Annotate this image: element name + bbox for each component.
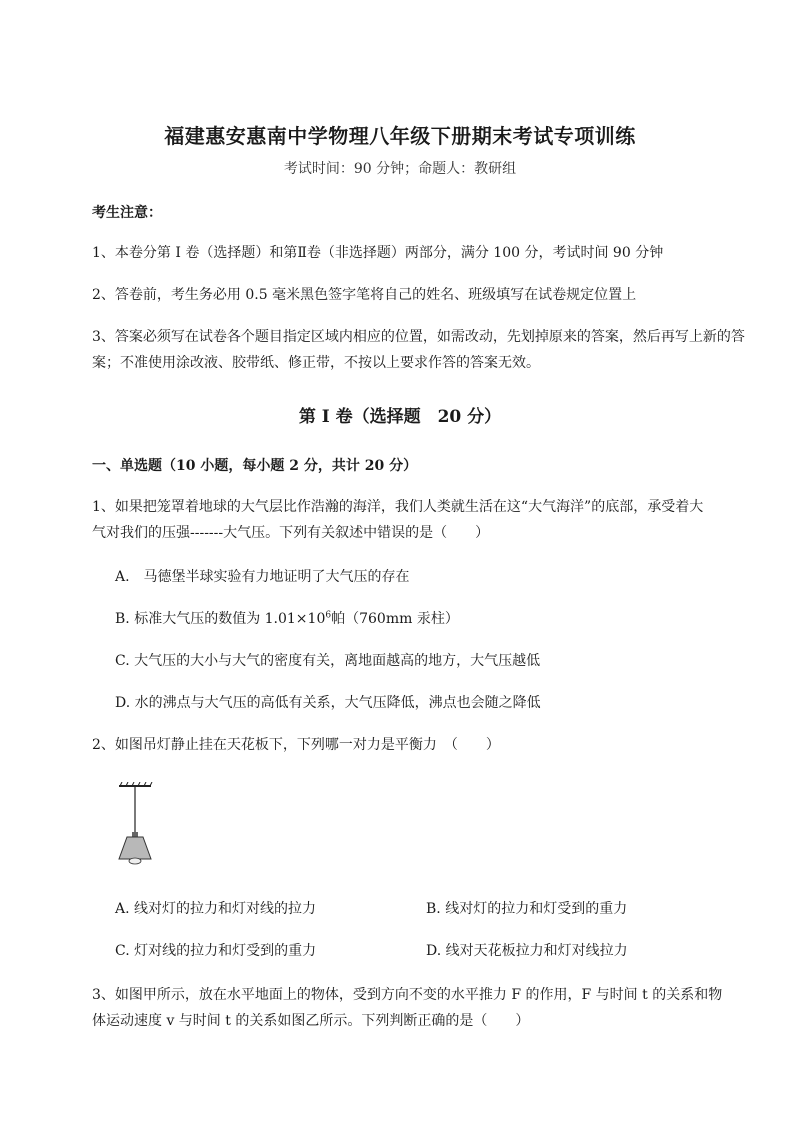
question-2-option-c: C. 灯对线的拉力和灯受到的重力 (115, 943, 317, 959)
question-1-line-2: 气对我们的压强-------大气压。下列有关叙述中错误的是（ ） (92, 525, 490, 541)
question-1-option-b (115, 608, 459, 628)
notice-heading: 考生注意： (92, 205, 162, 221)
question-1-line-1: 1、如果把笼罩着地球的大气层比作浩瀚的海洋，我们人类就生活在这“大气海洋”的底部，承受着大 (92, 499, 704, 515)
page-title: 福建惠安惠南中学物理八年级下册期末考试专项训练 (164, 124, 636, 148)
question-2-option-b: B. 线对灯的拉力和灯受到的重力 (426, 901, 628, 917)
exam-info: 考试时间：90 分钟；命题人：教研组 (283, 161, 517, 177)
option-b-unit: 帕（760mm 汞柱） (331, 611, 459, 627)
bulb-icon (129, 858, 141, 864)
question-2-option-a: A. 线对灯的拉力和灯对线的拉力 (115, 901, 317, 917)
notice-item-2: 2、答卷前，考生务必用 0.5 毫米黑色签字笔将自己的姓名、班级填写在试卷规定位置上 (92, 287, 637, 303)
question-3-line-2: 体运动速度 v 与时间 t 的关系如图乙所示。下列判断正确的是（ ） (92, 1013, 530, 1029)
hanging-lamp-figure (112, 782, 158, 868)
ceiling-icon (119, 782, 152, 786)
notice-item-1: 1、本卷分第 I 卷（选择题）和第Ⅱ卷（非选择题）两部分，满分 100 分，考试时间 90 分钟 (92, 245, 664, 261)
lamp-socket (132, 832, 138, 837)
question-3-line-1: 3、如图甲所示，放在水平地面上的物体，受到方向不变的水平推力 F 的作用，F 与时间 t 的关系和物 (92, 987, 723, 1003)
option-b-exponent: 6 (325, 610, 332, 621)
question-1-option-a: A. 马德堡半球实验有力地证明了大气压的存在 (115, 569, 410, 585)
question-1-option-c: C. 大气压的大小与大气的密度有关，离地面越高的地方，大气压越低 (115, 653, 541, 669)
notice-item-3: 3、答案必须写在试卷各个题目指定区域内相应的位置，如需改动，先划掉原来的答案，然后再写上新的答案；不准使用涂改液、胶带纸、修正带，不按以上要求作答的答案无效。 (92, 329, 745, 371)
part-heading: 一、单选题（10 小题，每小题 2 分，共计 20 分） (92, 458, 418, 474)
lamp-shade-icon (119, 837, 151, 859)
question-2-option-d: D. 线对天花板拉力和灯对线拉力 (426, 943, 628, 959)
question-2-line-1: 2、如图吊灯静止挂在天花板下，下列哪一对力是平衡力 （ ） (92, 737, 500, 753)
section-title: 第 I 卷（选择题 20 分） (298, 407, 502, 427)
question-1-option-d: D. 水的沸点与大气压的高低有关系，大气压降低，沸点也会随之降低 (115, 695, 541, 711)
option-b-text: B. 标准大气压的数值为 1.01×10 (115, 611, 326, 627)
